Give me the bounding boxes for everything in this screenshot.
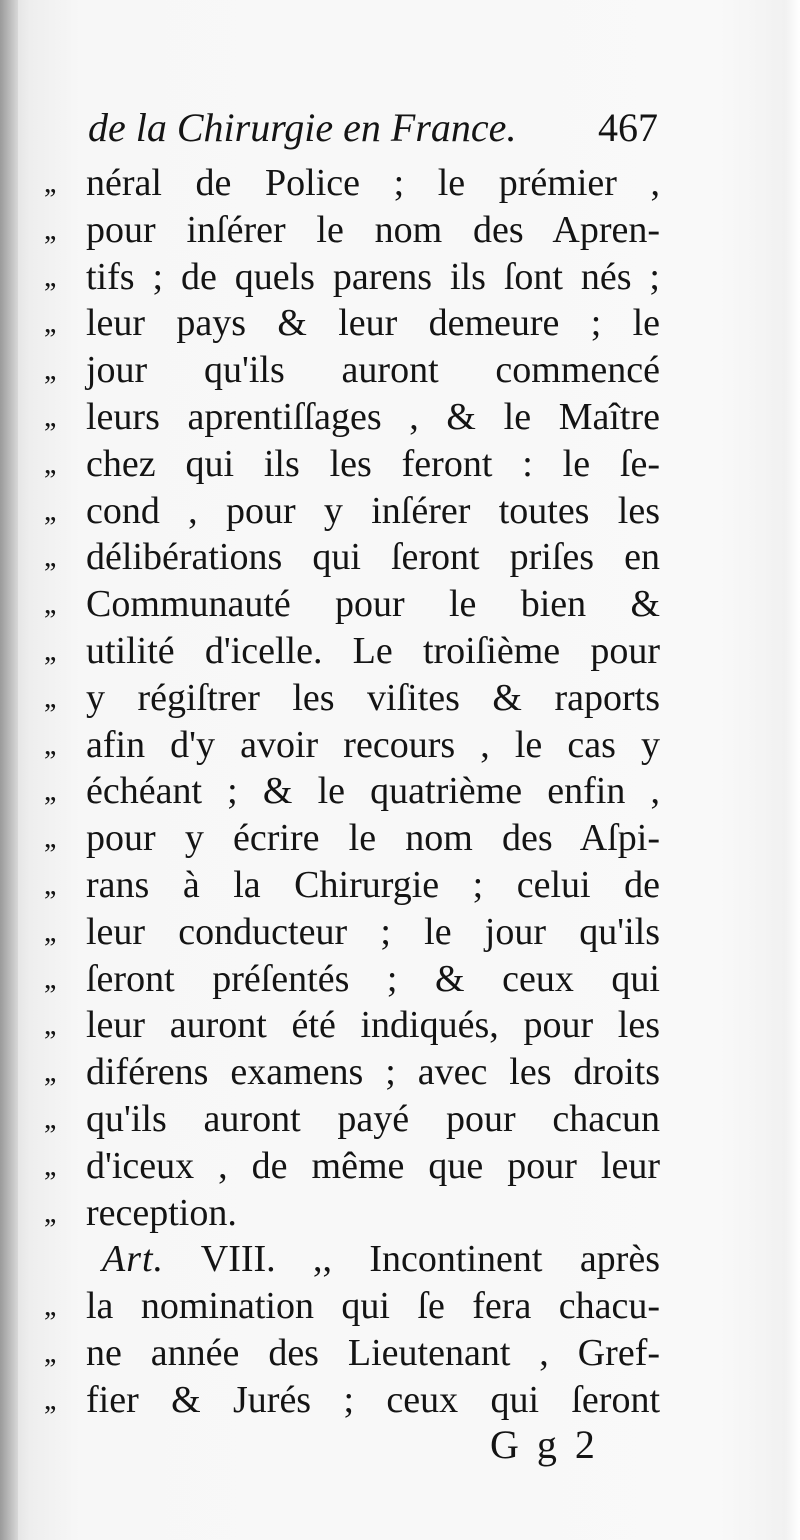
text-line xyxy=(44,1096,660,1143)
line-text: rans à la Chirurgie ; celui de xyxy=(86,863,660,906)
text-line xyxy=(44,1377,660,1424)
quote-mark: ,, xyxy=(44,961,55,995)
text-line xyxy=(44,488,660,535)
text-line xyxy=(44,628,660,675)
text-line xyxy=(44,441,660,488)
quote-mark: ,, xyxy=(44,1335,55,1369)
line-text: diférens examens ; avec les droits xyxy=(86,1051,660,1094)
quote-mark: ,, xyxy=(44,306,55,340)
quote-mark: ,, xyxy=(44,914,55,948)
running-header xyxy=(88,102,658,154)
line-text: leur conducteur ; le jour qu'ils xyxy=(86,910,660,953)
quote-mark: ,, xyxy=(44,1382,55,1416)
text-line xyxy=(44,254,660,301)
text-line xyxy=(44,300,660,347)
line-text: tifs ; de quels parens ils ſont nés ; xyxy=(86,255,660,298)
quote-mark: ,, xyxy=(44,493,55,527)
quote-mark: ,, xyxy=(44,821,55,855)
quote-mark: ,, xyxy=(44,587,55,621)
quote-mark: ,, xyxy=(44,1148,55,1182)
text-line xyxy=(44,1049,660,1096)
text-line xyxy=(44,1143,660,1190)
text-line xyxy=(44,1190,660,1237)
text-line xyxy=(44,581,660,628)
text-line xyxy=(44,768,660,815)
line-text: néral de Police ; le prémier , xyxy=(86,162,660,204)
page-gutter-shadow xyxy=(0,0,18,1540)
text-line xyxy=(44,722,660,769)
quote-mark: ,, xyxy=(44,540,55,574)
quote-mark: ,, xyxy=(44,166,55,199)
line-text: chez qui ils les feront : le ſe- xyxy=(86,442,660,485)
text-line xyxy=(44,534,660,581)
line-text: pour inſérer le nom des Apren- xyxy=(86,208,660,251)
quote-mark: ,, xyxy=(44,212,55,246)
line-text: échéant ; & le quatrième enfin , xyxy=(86,770,660,813)
page-number: 467 xyxy=(598,105,658,150)
line-text: leur auront été indiqués, pour les xyxy=(86,1004,660,1047)
text-line xyxy=(44,1283,660,1330)
line-text: d'iceux , de même que pour leur xyxy=(86,1144,660,1187)
running-title: de la Chirurgie en France. xyxy=(88,105,517,150)
article-label: Art. xyxy=(102,1238,165,1281)
quote-mark: ,, xyxy=(44,774,55,808)
quote-mark: ,, xyxy=(44,353,55,387)
line-text: délibérations qui ſeront priſes en xyxy=(86,536,660,579)
line-text: jour qu'ils auront commencé xyxy=(86,349,660,392)
line-text: cond , pour y inſérer toutes les xyxy=(86,489,660,532)
text-line xyxy=(44,862,660,909)
line-text: utilité d'icelle. Le troiſième pour xyxy=(86,629,660,672)
quote-mark: ,, xyxy=(44,727,55,761)
text-line xyxy=(44,207,660,254)
line-text: Communauté pour le bien & xyxy=(86,583,660,626)
text-line xyxy=(44,394,660,441)
line-text: fier & Jurés ; ceux qui ſeront xyxy=(86,1378,660,1421)
text-line xyxy=(44,1330,660,1377)
line-text: leurs aprentiſſages , & le Maître xyxy=(86,395,660,438)
line-text: la nomination qui ſe fera chacu- xyxy=(86,1285,660,1328)
quote-mark: ,, xyxy=(44,633,55,667)
text-line xyxy=(44,160,660,207)
body-text xyxy=(44,160,660,1424)
text-line xyxy=(44,909,660,956)
article-heading-line xyxy=(44,1236,660,1283)
line-text: afin d'y avoir recours , le cas y xyxy=(86,723,660,766)
catchword-signature: G g 2 xyxy=(490,1422,599,1467)
quote-mark: ,, xyxy=(44,1101,55,1135)
text-line xyxy=(44,1002,660,1049)
quote-mark: ,, xyxy=(44,1289,55,1323)
line-text: ſeront préſentés ; & ceux qui xyxy=(86,957,660,1000)
quote-mark: ,, xyxy=(44,1195,55,1229)
quote-mark: ,, xyxy=(44,259,55,293)
article-text: VIII. ,, Incontinent après xyxy=(200,1238,660,1281)
line-text: pour y écrire le nom des Aſpi- xyxy=(86,817,660,860)
line-text: y régiſtrer les viſites & raports xyxy=(86,676,660,719)
quote-mark: ,, xyxy=(44,1055,55,1089)
line-text: reception. xyxy=(86,1191,237,1234)
line-text: qu'ils auront payé pour chacun xyxy=(86,1097,660,1140)
quote-mark: ,, xyxy=(44,680,55,714)
quote-mark: ,, xyxy=(44,1008,55,1042)
text-line xyxy=(44,956,660,1003)
quote-mark: ,, xyxy=(44,399,55,433)
quote-mark: ,, xyxy=(44,446,55,480)
line-text: leur pays & leur demeure ; le xyxy=(86,302,660,345)
text-line xyxy=(44,815,660,862)
text-line xyxy=(44,347,660,394)
text-line xyxy=(44,675,660,722)
quote-mark: ,, xyxy=(44,867,55,901)
line-text: ne année des Lieutenant , Gref- xyxy=(86,1331,660,1374)
